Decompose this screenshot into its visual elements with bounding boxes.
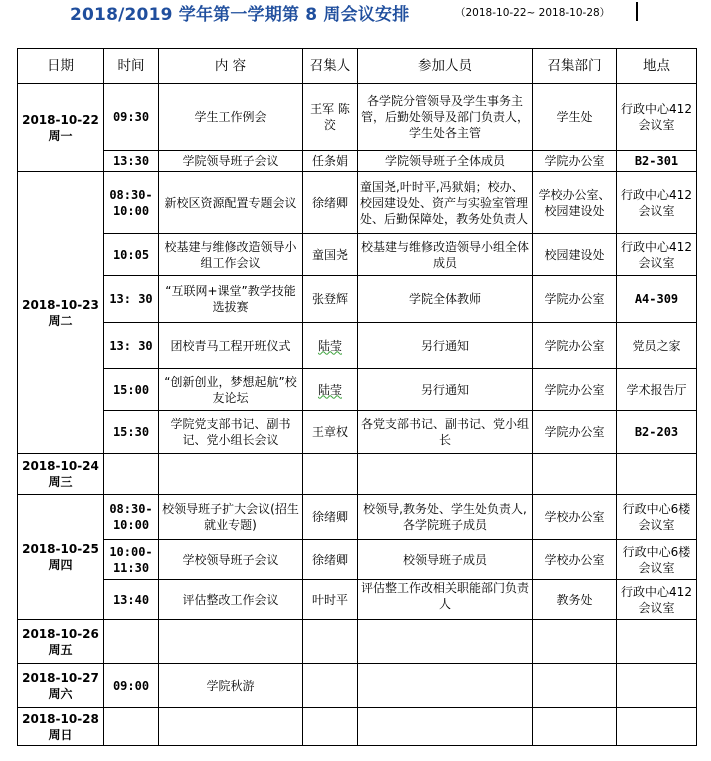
- place-cell: 行政中心412会议室: [617, 234, 697, 276]
- time-cell: 15:00: [104, 369, 159, 411]
- content-cell: 学院党支部书记、副书记、党小组长会议: [159, 411, 303, 454]
- date-cell: [18, 495, 104, 620]
- dept-cell: 教务处: [533, 580, 617, 620]
- attendees-cell: [358, 454, 533, 495]
- attendees-cell: 校基建与维修改造领导小组全体成员: [358, 234, 533, 276]
- place-cell: 行政中心6楼会议室: [617, 540, 697, 580]
- table-row: [18, 369, 697, 411]
- time-cell: [104, 708, 159, 746]
- content-cell: 学院秋游: [159, 664, 303, 708]
- table-row: [18, 323, 697, 369]
- table-row: [18, 495, 697, 540]
- table-row: [18, 151, 697, 172]
- attendees-cell: 童国尧,叶时平,冯狱娟；校办、校园建设处、资产与实验室管理处、后勤保障处，教务处负责人: [358, 172, 533, 234]
- dept-cell: 学院办公室: [533, 323, 617, 369]
- attendees-cell: 校领导班子成员: [358, 540, 533, 580]
- table-row: [18, 276, 697, 323]
- dept-cell: 学校办公室: [533, 540, 617, 580]
- attendees-cell: 各学院分管领导及学生事务主管，后勤处领导及部门负责人，学生处各主管: [358, 84, 533, 151]
- title-main: 2018/2019 学年第一学期第 8 周会议安排: [70, 5, 410, 25]
- dept-cell: 学校办公室: [533, 495, 617, 540]
- date-text: 2018-10-27: [22, 670, 99, 685]
- table-row: [18, 664, 697, 708]
- time-cell: 13:40: [104, 580, 159, 620]
- place-cell: [617, 454, 697, 495]
- dept-cell: 学生处: [533, 84, 617, 151]
- attendees-cell: [358, 708, 533, 746]
- header-date: 日期: [18, 49, 104, 84]
- table-row: [18, 708, 697, 746]
- dept-cell: 学院办公室: [533, 369, 617, 411]
- convener-cell: 叶时平: [303, 580, 358, 620]
- attendees-cell: 校领导,教务处、学生处负责人,各学院班子成员: [358, 495, 533, 540]
- convener-cell: 张登辉: [303, 276, 358, 323]
- title-date-range: （2018-10-22~ 2018-10-28）: [455, 7, 611, 19]
- table-row: [18, 234, 697, 276]
- place-cell: 行政中心412会议室: [617, 172, 697, 234]
- dept-cell: [533, 664, 617, 708]
- convener-cell: 徐绪卿: [303, 172, 358, 234]
- table-row: [18, 620, 697, 664]
- weekday-text: 周一: [48, 128, 73, 143]
- date-cell: [18, 620, 104, 664]
- convener-cell: [303, 664, 358, 708]
- dept-cell: 学院办公室: [533, 411, 617, 454]
- table-row: [18, 172, 697, 234]
- content-cell: 学生工作例会: [159, 84, 303, 151]
- time-cell: 13: 30: [104, 323, 159, 369]
- convener-cell: [303, 369, 358, 411]
- dept-cell: [533, 454, 617, 495]
- date-text: 2018-10-28: [22, 711, 99, 726]
- content-cell: 新校区资源配置专题会议: [159, 172, 303, 234]
- place-cell: 党员之家: [617, 323, 697, 369]
- time-cell: 08:30-10:00: [104, 172, 159, 234]
- weekday-text: 周日: [48, 727, 73, 742]
- place-cell: A4-309: [617, 276, 697, 323]
- date-cell: [18, 84, 104, 172]
- place-cell: 行政中心6楼会议室: [617, 495, 697, 540]
- date-text: 2018-10-25: [22, 542, 99, 556]
- convener-cell: 童国尧: [303, 234, 358, 276]
- weekday-text: 周六: [48, 686, 73, 701]
- convener-cell: [303, 454, 358, 495]
- date-text: 2018-10-22: [22, 112, 99, 127]
- convener-text: 陆莹: [317, 338, 342, 353]
- content-cell: [159, 708, 303, 746]
- date-text: 2018-10-26: [22, 626, 99, 641]
- date-cell: [18, 454, 104, 495]
- content-cell: “创新创业，梦想起航”校友论坛: [159, 369, 303, 411]
- table-row: [18, 84, 697, 151]
- table-row: [18, 454, 697, 495]
- attendees-cell: 学院全体教师: [358, 276, 533, 323]
- attendees-cell: 各党支部书记、副书记、党小组长: [358, 411, 533, 454]
- place-cell: B2-301: [617, 151, 697, 172]
- time-cell: 09:30: [104, 84, 159, 151]
- place-cell: [617, 664, 697, 708]
- time-cell: 09:00: [104, 664, 159, 708]
- convener-cell: 王军 陈洨: [303, 84, 358, 151]
- attendees-cell: [358, 664, 533, 708]
- date-cell: [18, 172, 104, 454]
- place-cell: [617, 708, 697, 746]
- header-convener: 召集人: [303, 49, 358, 84]
- content-cell: [159, 620, 303, 664]
- table-row: [18, 540, 697, 580]
- header-place: 地点: [617, 49, 697, 84]
- content-cell: 校基建与维修改造领导小组工作会议: [159, 234, 303, 276]
- content-cell: 团校青马工程开班仪式: [159, 323, 303, 369]
- page-title: [0, 0, 711, 26]
- weekday-text: 周五: [48, 642, 73, 657]
- header-dept: 召集部门: [533, 49, 617, 84]
- dept-cell: 校园建设处: [533, 234, 617, 276]
- time-cell: 08:30-10:00: [104, 495, 159, 540]
- place-cell: [617, 620, 697, 664]
- time-cell: 13:30: [104, 151, 159, 172]
- attendees-cell: 评估整工作改相关职能部门负责人: [358, 580, 533, 620]
- place-cell: 行政中心412会议室: [617, 84, 697, 151]
- time-cell: 10:00-11:30: [104, 540, 159, 580]
- date-text: 2018-10-24: [22, 459, 99, 473]
- time-cell: 10:05: [104, 234, 159, 276]
- weekday-text: 周四: [48, 558, 73, 572]
- convener-cell: [303, 323, 358, 369]
- convener-cell: [303, 708, 358, 746]
- content-cell: 校领导班子扩大会议(招生就业专题): [159, 495, 303, 540]
- dept-cell: 学院办公室: [533, 151, 617, 172]
- attendees-cell: 另行通知: [358, 369, 533, 411]
- convener-cell: 徐绪卿: [303, 495, 358, 540]
- convener-cell: 徐绪卿: [303, 540, 358, 580]
- dept-cell: [533, 620, 617, 664]
- place-cell: 学术报告厅: [617, 369, 697, 411]
- table-row: [18, 411, 697, 454]
- place-cell: B2-203: [617, 411, 697, 454]
- time-cell: [104, 454, 159, 495]
- weekday-text: 周二: [48, 313, 73, 328]
- convener-cell: 王章权: [303, 411, 358, 454]
- convener-cell: 任条娟: [303, 151, 358, 172]
- header-content: 内 容: [159, 49, 303, 84]
- attendees-cell: [358, 620, 533, 664]
- header-row: [18, 49, 697, 84]
- date-cell: [18, 708, 104, 746]
- text-cursor: [636, 2, 638, 21]
- time-cell: [104, 620, 159, 664]
- place-cell: 行政中心412会议室: [617, 580, 697, 620]
- attendees-cell: 学院领导班子全体成员: [358, 151, 533, 172]
- table-row: [18, 580, 697, 620]
- time-cell: 15:30: [104, 411, 159, 454]
- dept-cell: 学院办公室: [533, 276, 617, 323]
- content-cell: 评估整改工作会议: [159, 580, 303, 620]
- meeting-schedule-table: [17, 48, 697, 746]
- content-cell: 学院领导班子会议: [159, 151, 303, 172]
- convener-cell: [303, 620, 358, 664]
- attendees-cell: 另行通知: [358, 323, 533, 369]
- date-cell: [18, 664, 104, 708]
- weekday-text: 周三: [48, 475, 73, 489]
- dept-cell: [533, 708, 617, 746]
- time-cell: 13: 30: [104, 276, 159, 323]
- content-cell: [159, 454, 303, 495]
- date-text: 2018-10-23: [22, 297, 99, 312]
- content-cell: “互联网+课堂”教学技能选拔赛: [159, 276, 303, 323]
- content-cell: 学校领导班子会议: [159, 540, 303, 580]
- dept-cell: 学校办公室、校园建设处: [533, 172, 617, 234]
- convener-text: 陆莹: [317, 382, 342, 397]
- header-time: 时间: [104, 49, 159, 84]
- header-attendees: 参加人员: [358, 49, 533, 84]
